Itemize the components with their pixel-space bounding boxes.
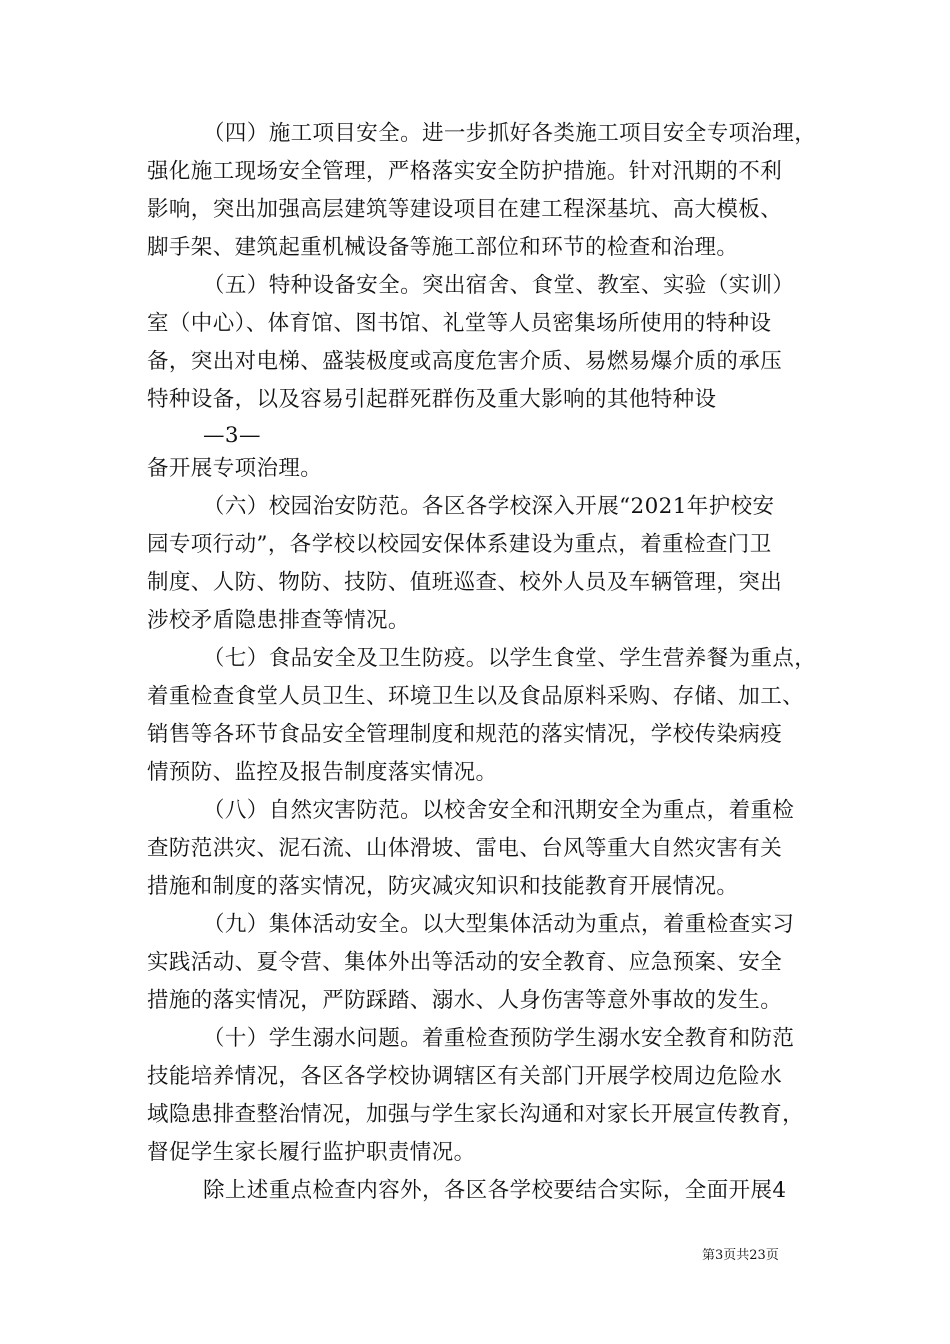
text-line: 特种设备，以及容易引起群死群伤及重大影响的其他特种设 [147, 387, 717, 412]
text-line: （五）特种设备安全。突出宿舍、食堂、教室、实验（实训） [203, 273, 795, 298]
text-line: 除上述重点检查内容外，各区各学校要结合实际，全面开展4 [203, 1178, 787, 1203]
text-line: 园专项行动”，各学校以校园安保体系建设为重点，着重检查门卫 [147, 532, 772, 557]
text-line: 涉校矛盾隐患排查等情况。 [147, 608, 410, 633]
text-line: 督促学生家长履行监护职责情况。 [147, 1140, 476, 1165]
text-line: 查防范洪灾、泥石流、山体滑坡、雷电、台风等重大自然灾害有关 [147, 836, 783, 861]
text-line: 影响，突出加强高层建筑等建设项目在建工程深基坑、高大模板、 [147, 197, 783, 222]
text-line: 着重检查食堂人员卫生、环境卫生以及食品原料采购、存储、加工、 [147, 684, 805, 709]
text-line: （九）集体活动安全。以大型集体活动为重点，着重检查实习 [203, 912, 795, 937]
text-line: 备，突出对电梯、盛装极度或高度危害介质、易燃易爆介质的承压 [147, 349, 783, 374]
text-line: （四）施工项目安全。进一步抓好各类施工项目安全专项治理， [203, 121, 817, 146]
text-line: （八）自然灾害防范。以校舍安全和汛期安全为重点，着重检 [203, 798, 795, 823]
text-line: 措施和制度的落实情况，防灾减灾知识和技能教育开展情况。 [147, 874, 739, 899]
text-line: 域隐患排查整治情况，加强与学生家长沟通和对家长开展宣传教育， [147, 1102, 805, 1127]
text-line: （六）校园治安防范。各区各学校深入开展“2021年护校安 [203, 494, 775, 519]
text-line: 实践活动、夏令营、集体外出等活动的安全教育、应急预案、安全 [147, 950, 783, 975]
text-line: 室（中心）、体育馆、图书馆、礼堂等人员密集场所使用的特种设 [147, 311, 772, 336]
text-line: 情预防、监控及报告制度落实情况。 [147, 760, 498, 785]
text-line: 强化施工现场安全管理，严格落实安全防护措施。针对汛期的不利 [147, 159, 783, 184]
text-line: 备开展专项治理。 [147, 456, 323, 481]
text-line: 制度、人防、物防、技防、值班巡查、校外人员及车辆管理，突出 [147, 570, 783, 595]
text-line: 措施的落实情况，严防踩踏、溺水、人身伤害等意外事故的发生。 [147, 988, 783, 1013]
page-marker: —3— [203, 423, 261, 448]
text-line: 技能培养情况，各区各学校协调辖区有关部门开展学校周边危险水 [147, 1064, 783, 1089]
page-footer: 第3页共23页 [702, 1248, 779, 1263]
text-line: 销售等各环节食品安全管理制度和规范的落实情况，学校传染病疫 [147, 722, 783, 747]
text-line: 脚手架、建筑起重机械设备等施工部位和环节的检查和治理。 [147, 235, 739, 260]
text-line: （七）食品安全及卫生防疫。以学生食堂、学生营养餐为重点， [203, 646, 817, 671]
text-line: （十）学生溺水问题。着重检查预防学生溺水安全教育和防范 [203, 1026, 795, 1051]
